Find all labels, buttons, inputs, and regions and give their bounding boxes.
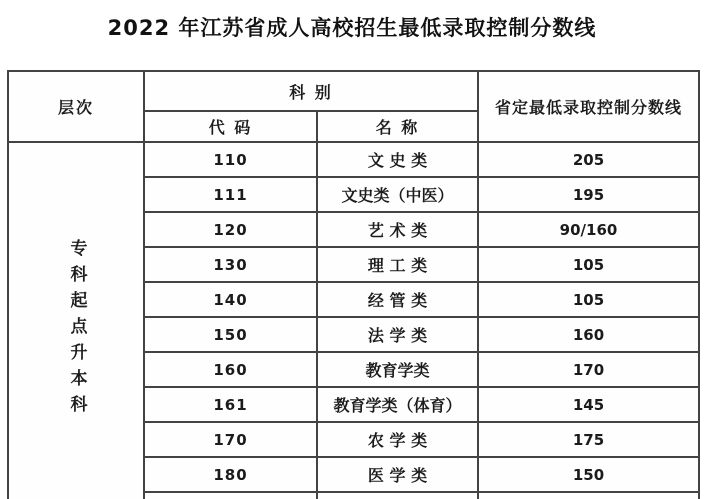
code-cell: 170 — [144, 422, 317, 457]
score-cell: 205 — [478, 142, 699, 177]
name-cell: 法 学 类 — [317, 317, 478, 352]
score-cell: 170 — [478, 352, 699, 387]
code-cell: 111 — [144, 177, 317, 212]
name-cell: 理 工 类 — [317, 247, 478, 282]
level-group-cell — [8, 142, 144, 499]
code-cell: 160 — [144, 352, 317, 387]
header-score-line: 省定最低录取控制分数线 — [478, 71, 699, 142]
name-cell: 文史类（中医） — [317, 177, 478, 212]
code-cell: 150 — [144, 317, 317, 352]
name-cell: 艺 术 类 — [317, 212, 478, 247]
code-cell: 161 — [144, 387, 317, 422]
score-cell: 195 — [478, 177, 699, 212]
code-cell: 140 — [144, 282, 317, 317]
code-cell — [144, 492, 317, 499]
score-cell: 145 — [478, 387, 699, 422]
score-cell: 105 — [478, 247, 699, 282]
header-row-top — [8, 71, 699, 111]
level-group-label: 专科起点升本科 — [66, 239, 87, 421]
page-title: 2022 年江苏省成人高校招生最低录取控制分数线 — [107, 16, 597, 40]
score-cell: 90/160 — [478, 212, 699, 247]
code-cell: 110 — [144, 142, 317, 177]
code-cell: 120 — [144, 212, 317, 247]
score-cell — [478, 492, 699, 499]
score-cell: 160 — [478, 317, 699, 352]
name-cell: 医 学 类 — [317, 457, 478, 492]
table-row — [8, 142, 699, 177]
score-cell: 105 — [478, 282, 699, 317]
name-cell: 教育学类 — [317, 352, 478, 387]
name-cell: 教育学类（体育） — [317, 387, 478, 422]
score-cell: 150 — [478, 457, 699, 492]
header-level: 层次 — [8, 71, 144, 142]
name-cell: 农 学 类 — [317, 422, 478, 457]
header-subject-group: 科 别 — [144, 71, 478, 111]
name-cell — [317, 492, 478, 499]
code-cell: 130 — [144, 247, 317, 282]
name-cell: 经 管 类 — [317, 282, 478, 317]
name-cell: 文 史 类 — [317, 142, 478, 177]
code-cell: 180 — [144, 457, 317, 492]
header-name: 名 称 — [317, 111, 478, 142]
score-line-table — [7, 70, 700, 499]
header-code: 代 码 — [144, 111, 317, 142]
score-cell: 175 — [478, 422, 699, 457]
